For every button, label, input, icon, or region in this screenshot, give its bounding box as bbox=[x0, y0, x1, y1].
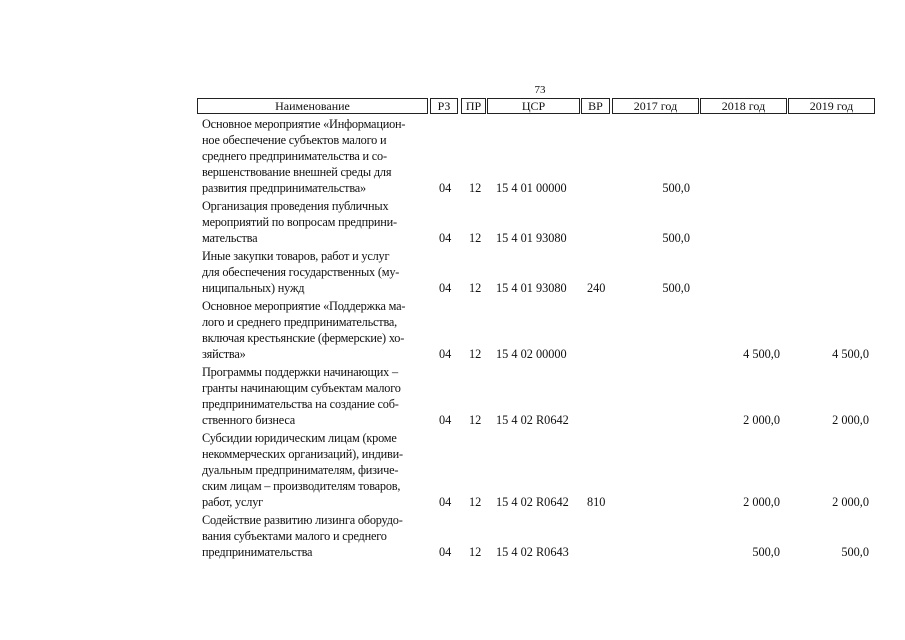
header-2017: 2017 год bbox=[612, 98, 699, 114]
value-2019: 2 000,0 bbox=[832, 495, 869, 509]
row-name-line: предпринимательства на создание соб- bbox=[202, 397, 399, 411]
row-pr: 12 bbox=[469, 347, 482, 361]
row-name bbox=[202, 248, 426, 296]
value-2019: 4 500,0 bbox=[832, 347, 869, 361]
row-name-line: для обеспечения государственных (му- bbox=[202, 265, 400, 279]
row-csr: 15 4 02 R0642 bbox=[496, 413, 569, 427]
row-pr: 12 bbox=[469, 545, 482, 559]
table-row bbox=[0, 116, 905, 196]
row-name-line: ное обеспечение субъектов малого и bbox=[202, 133, 387, 147]
row-rz: 04 bbox=[439, 281, 452, 295]
row-name-line: ниципальных) нужд bbox=[202, 281, 305, 295]
row-rz: 04 bbox=[439, 347, 452, 361]
value-2017: 500,0 bbox=[662, 181, 690, 195]
page-number: 73 bbox=[534, 84, 546, 96]
row-name-line: ским лицам – производителям товаров, bbox=[202, 479, 401, 493]
row-name bbox=[202, 116, 426, 196]
table-row bbox=[0, 198, 905, 246]
row-name-line: дуальным предпринимателям, физиче- bbox=[202, 463, 399, 477]
value-2018: 500,0 bbox=[752, 545, 780, 559]
row-name-line: вершенствование внешней среды для bbox=[202, 165, 392, 179]
row-name-line: Субсидии юридическим лицам (кроме bbox=[202, 431, 397, 445]
row-pr: 12 bbox=[469, 495, 482, 509]
row-name-line: некоммерческих организаций), индиви- bbox=[202, 447, 403, 461]
row-rz: 04 bbox=[439, 413, 452, 427]
value-2018: 4 500,0 bbox=[743, 347, 780, 361]
value-2017: 500,0 bbox=[662, 231, 690, 245]
row-name-line: гранты начинающим субъектам малого bbox=[202, 381, 401, 395]
row-name-line: мероприятий по вопросам предприни- bbox=[202, 215, 397, 229]
row-csr: 15 4 01 93080 bbox=[496, 281, 567, 295]
row-name bbox=[202, 512, 426, 560]
value-2019: 2 000,0 bbox=[832, 413, 869, 427]
value-2017: 500,0 bbox=[662, 281, 690, 295]
row-name-line: ственного бизнеса bbox=[202, 413, 295, 427]
table-row bbox=[0, 430, 905, 510]
row-rz: 04 bbox=[439, 545, 452, 559]
row-pr: 12 bbox=[469, 413, 482, 427]
row-name-line: Организация проведения публичных bbox=[202, 199, 389, 213]
row-pr: 12 bbox=[469, 231, 482, 245]
row-name-line: предпринимательства bbox=[202, 545, 313, 559]
row-name-line: включая крестьянские (фермерские) хо- bbox=[202, 331, 405, 345]
header-2018: 2018 год bbox=[700, 98, 787, 114]
table-row bbox=[0, 248, 905, 296]
row-name bbox=[202, 198, 426, 246]
row-name-line: мательства bbox=[202, 231, 258, 245]
row-csr: 15 4 02 R0642 bbox=[496, 495, 569, 509]
row-rz: 04 bbox=[439, 231, 452, 245]
row-name-line: лого и среднего предпринимательства, bbox=[202, 315, 398, 329]
row-rz: 04 bbox=[439, 495, 452, 509]
row-name-line: развития предпринимательства» bbox=[202, 181, 366, 195]
row-rz: 04 bbox=[439, 181, 452, 195]
row-name-line: Содействие развитию лизинга оборудо- bbox=[202, 513, 403, 527]
row-name bbox=[202, 430, 426, 510]
row-name-line: Иные закупки товаров, работ и услуг bbox=[202, 249, 390, 263]
row-name-line: Основное мероприятие «Информацион- bbox=[202, 117, 406, 131]
table-row bbox=[0, 364, 905, 428]
table-row bbox=[0, 512, 905, 560]
row-name-line: среднего предпринимательства и со- bbox=[202, 149, 387, 163]
row-vr: 810 bbox=[587, 495, 606, 509]
row-vr: 240 bbox=[587, 281, 606, 295]
header-name: Наименование bbox=[197, 98, 428, 114]
value-2018: 2 000,0 bbox=[743, 495, 780, 509]
value-2018: 2 000,0 bbox=[743, 413, 780, 427]
row-name-line: Основное мероприятие «Поддержка ма- bbox=[202, 299, 406, 313]
row-name-line: работ, услуг bbox=[202, 495, 263, 509]
row-name-line: вания субъектами малого и среднего bbox=[202, 529, 387, 543]
table-row bbox=[0, 298, 905, 362]
header-2019: 2019 год bbox=[788, 98, 875, 114]
row-csr: 15 4 01 00000 bbox=[496, 181, 567, 195]
row-name bbox=[202, 364, 426, 428]
row-pr: 12 bbox=[469, 281, 482, 295]
row-pr: 12 bbox=[469, 181, 482, 195]
row-name bbox=[202, 298, 426, 362]
row-csr: 15 4 02 R0643 bbox=[496, 545, 569, 559]
value-2019: 500,0 bbox=[841, 545, 869, 559]
row-name-line: Программы поддержки начинающих – bbox=[202, 365, 398, 379]
header-vr: ВР bbox=[581, 98, 610, 114]
header-rz: РЗ bbox=[430, 98, 458, 114]
header-csr: ЦСР bbox=[487, 98, 580, 114]
row-name-line: зяйства» bbox=[202, 347, 246, 361]
row-csr: 15 4 01 93080 bbox=[496, 231, 567, 245]
row-csr: 15 4 02 00000 bbox=[496, 347, 567, 361]
header-pr: ПР bbox=[461, 98, 486, 114]
